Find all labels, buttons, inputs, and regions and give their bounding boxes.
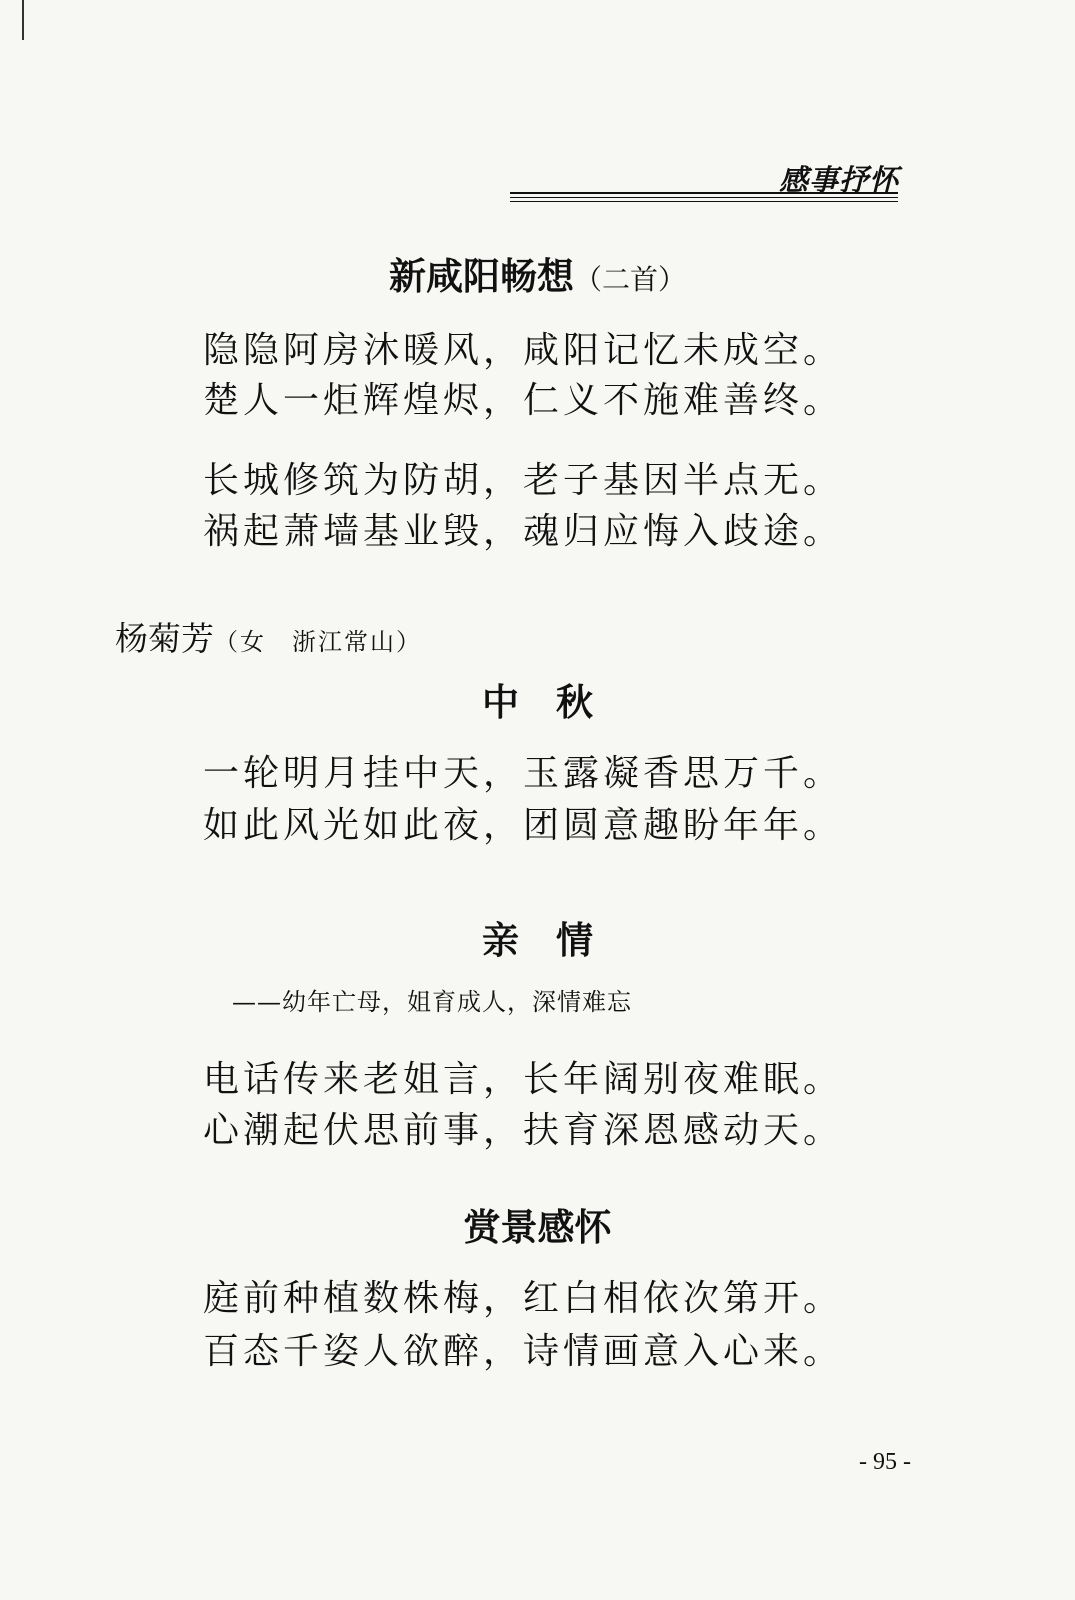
- page-number: - 95 -: [859, 1449, 911, 1475]
- poem-line: 祸起萧墙基业毁，魂归应悔入歧途。: [203, 511, 844, 552]
- poem-line: 楚人一炬辉煌烬，仁义不施难善终。: [203, 380, 844, 421]
- poem-line: 一轮明月挂中天，玉露凝香思万千。: [203, 753, 844, 794]
- poem-line: 庭前种植数株梅，红白相依次第开。: [203, 1278, 844, 1319]
- author-name: 杨菊芳: [115, 619, 214, 658]
- poem-line: 如此风光如此夜，团圆意趣盼年年。: [203, 805, 844, 846]
- header-rule: [510, 192, 898, 194]
- author-line: [115, 613, 422, 660]
- poem-count: （二首）: [573, 263, 686, 296]
- author-note: （女 浙江常山）: [214, 628, 422, 656]
- header-rule: [510, 201, 898, 202]
- poem-title: 亲 情: [482, 918, 593, 962]
- poem-line: 电话传来老姐言，长年阔别夜难眠。: [203, 1059, 844, 1100]
- scan-edge-mark: [22, 0, 24, 40]
- poem-title: [0, 246, 1075, 300]
- poem-title: 中 秋: [482, 680, 593, 724]
- poem-line: 长城修筑为防胡，老子基因半点无。: [203, 460, 844, 501]
- poem-line: 隐隐阿房沐暖风，咸阳记忆未成空。: [203, 330, 844, 371]
- header-rule: [510, 197, 898, 198]
- poem-line: 心潮起伏思前事，扶育深恩感动天。: [203, 1110, 844, 1151]
- poem-title: 赏景感怀: [463, 1205, 612, 1249]
- poem-line: 百态千姿人欲醉，诗情画意入心来。: [203, 1331, 844, 1372]
- poem-subtitle: ——幼年亡母，姐育成人，深情难忘: [232, 988, 632, 1016]
- section-header: 感事抒怀: [778, 163, 899, 197]
- poem-title-text: 新咸阳畅想: [388, 254, 574, 298]
